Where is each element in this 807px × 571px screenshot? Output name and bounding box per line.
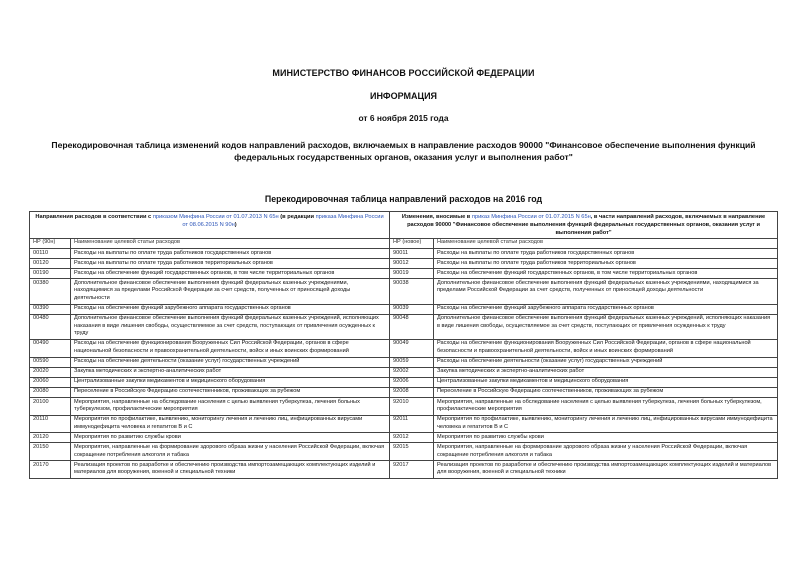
section-header-row xyxy=(30,212,778,239)
old-code-cell: 00380 xyxy=(30,279,71,304)
table-title: Перекодировочная таблица направлений расходов на 2016 год xyxy=(264,194,543,204)
table-row xyxy=(30,415,778,433)
old-code-cell: 00590 xyxy=(30,357,71,367)
new-code-cell: 90038 xyxy=(390,279,434,304)
table-row xyxy=(30,433,778,443)
table-row xyxy=(30,377,778,387)
new-name-cell: Расходы на обеспечение функций государственных органов, в том числе территориальных органов xyxy=(434,269,778,279)
old-name-cell: Расходы на выплаты по оплате труда работников государственных органов xyxy=(71,249,390,259)
old-code-cell: 00190 xyxy=(30,269,71,279)
new-code-cell: 90019 xyxy=(390,269,434,279)
table-row xyxy=(30,249,778,259)
old-code-cell: 00110 xyxy=(30,249,71,259)
new-name-cell: Мероприятия по профилактике, выявлению, мониторингу лечения и лечению лиц, инфицированных вирусами иммунодефицита человека и гепатитов В и С xyxy=(434,415,778,433)
new-code-cell: 92006 xyxy=(390,377,434,387)
order-65n-2015-link[interactable]: приказ Минфина России от 01.07.2015 N 65н xyxy=(471,213,591,220)
new-name-cell: Централизованные закупки медикаментов и медицинского оборудования xyxy=(434,377,778,387)
new-code-cell: 90059 xyxy=(390,357,434,367)
old-code-cell: 00120 xyxy=(30,259,71,269)
old-name-cell: Мероприятия, направленные на обследование населения с целью выявления туберкулеза, лечения больных туберкулезом, профилактические мероприятия xyxy=(71,398,390,416)
column-header-old-code: НР (90н) xyxy=(30,238,71,249)
old-name-cell: Реализация проектов по разработке и обеспечению производства импортозамещающих комплектующих изделий и материалов для вооружения, военной и специальной техники xyxy=(71,461,390,479)
new-name-cell: Мероприятия, направленные на обследование населения с целью выявления туберкулеза, лечения больных туберкулезом, профилактические мероприятия xyxy=(434,398,778,416)
new-name-cell: Дополнительное финансовое обеспечение выполнения функций федеральных казенных учреждениями, находящимися за пределами Российской Федерации за счет средств, полученных от приносящей доходы деятельности xyxy=(434,279,778,304)
new-code-cell: 90011 xyxy=(390,249,434,259)
new-name-cell: Расходы на обеспечение функций зарубежного аппарата государственных органов xyxy=(434,304,778,314)
right-section-prefix: Изменения, вносимые в xyxy=(401,213,472,220)
table-row xyxy=(30,367,778,377)
new-code-cell: 92010 xyxy=(390,398,434,416)
old-name-cell: Централизованные закупки медикаментов и медицинского оборудования xyxy=(71,377,390,387)
new-code-cell: 92017 xyxy=(390,461,434,479)
old-name-cell: Переселение в Российскую Федерацию соотечественников, проживающих за рубежом xyxy=(71,387,390,397)
left-section-prefix: Направления расходов в соответствии с xyxy=(35,213,153,220)
new-name-cell: Дополнительное финансовое обеспечение выполнения функций федеральных казенных учреждений, исполняющих наказания в виде лишения свободы, осуществляемое за счет средств, поступающих от привлечения осужденных к труду xyxy=(434,314,778,339)
old-code-cell: 20150 xyxy=(30,443,71,461)
old-code-cell: 20060 xyxy=(30,377,71,387)
table-row xyxy=(30,279,778,304)
table-row xyxy=(30,398,778,416)
old-code-cell: 20100 xyxy=(30,398,71,416)
old-name-cell: Дополнительное финансовое обеспечение выполнения функций федеральных казенных учреждений, исполняющих наказания в виде лишения свободы, осуществляемое за счет средств, поступающих от привлечения осужденных к труду xyxy=(71,314,390,339)
new-code-cell: 92008 xyxy=(390,387,434,397)
old-name-cell: Мероприятия по развитию службы крови xyxy=(71,433,390,443)
document-type-heading: ИНФОРМАЦИЯ xyxy=(369,91,438,101)
old-code-cell: 20080 xyxy=(30,387,71,397)
table-row xyxy=(30,339,778,357)
new-name-cell: Переселение в Российскую Федерацию соотечественников, проживающих за рубежом xyxy=(434,387,778,397)
recoding-table xyxy=(29,211,778,479)
left-section-middle: (в редакции xyxy=(278,213,316,220)
new-code-cell: 90012 xyxy=(390,259,434,269)
old-name-cell: Расходы на обеспечение деятельности (оказание услуг) государственных учреждений xyxy=(71,357,390,367)
document-subject: Перекодировочная таблица изменений кодов направлений расходов, включаемых в направление расходов 90000 "Финансовое обеспечение выполнения функций федеральных государственных органов, оказания услуг и выполнения работ" xyxy=(51,140,756,162)
new-code-cell: 90049 xyxy=(390,339,434,357)
table-row xyxy=(30,269,778,279)
table-row xyxy=(30,443,778,461)
new-name-cell: Реализация проектов по разработке и обеспечению производства импортозамещающих комплектующих изделий и материалов для вооружения, военной и специальной техники xyxy=(434,461,778,479)
right-section-header xyxy=(390,212,778,239)
organization-heading: МИНИСТЕРСТВО ФИНАНСОВ РОССИЙСКОЙ ФЕДЕРАЦИИ xyxy=(272,68,535,78)
column-header-new-code: НР (новое) xyxy=(390,238,434,249)
old-name-cell: Расходы на выплаты по оплате труда работников территориальных органов xyxy=(71,259,390,269)
old-code-cell: 20120 xyxy=(30,433,71,443)
new-name-cell: Мероприятия, направленные на формирование здорового образа жизни у населения Российской Федерации, включая сокращение потребления алкоголя и табака xyxy=(434,443,778,461)
table-row xyxy=(30,461,778,479)
order-90n-link[interactable]: приказа Минфина России от 08.06.2015 N 90н xyxy=(182,213,384,228)
order-65n-link[interactable]: приказом Минфина России от 01.07.2013 N 65н xyxy=(152,213,279,220)
old-name-cell: Закупка методических и экспертно-аналитических работ xyxy=(71,367,390,377)
new-code-cell: 92015 xyxy=(390,443,434,461)
new-name-cell: Расходы на обеспечение функционирования Вооруженных Сил Российской Федерации, органов в сфере национальной безопасности и правоохранительной деятельности, войск и иных воинских формирований xyxy=(434,339,778,357)
new-name-cell: Расходы на выплаты по оплате труда работников государственных органов xyxy=(434,249,778,259)
column-header-new-name: Наименование целевой статьи расходов xyxy=(434,238,778,249)
left-section-header xyxy=(30,212,390,239)
old-code-cell: 20020 xyxy=(30,367,71,377)
new-code-cell: 92002 xyxy=(390,367,434,377)
document-date: от 6 ноября 2015 года xyxy=(358,113,449,123)
right-section-suffix: , в части направлений расходов, включаемых в направление расходов 90000 "Финансовое обеспечение выполнения функций федеральных государственных органов, оказания услуг и выполнения работ" xyxy=(407,213,766,236)
column-header-row xyxy=(30,238,778,249)
new-code-cell: 90048 xyxy=(390,314,434,339)
new-code-cell: 90039 xyxy=(390,304,434,314)
old-name-cell: Мероприятия, направленные на формирование здорового образа жизни у населения Российской Федерации, включая сокращение потребления алкоголя и табака xyxy=(71,443,390,461)
column-header-old-name: Наименование целевой статьи расходов xyxy=(71,238,390,249)
new-code-cell: 92012 xyxy=(390,433,434,443)
old-name-cell: Дополнительное финансовое обеспечение выполнения функций федеральных казенных учреждениями, находящимися за пределами Российской Федерации за счет средств, полученных от приносящей доходы деятельности xyxy=(71,279,390,304)
new-code-cell: 92011 xyxy=(390,415,434,433)
old-code-cell: 00480 xyxy=(30,314,71,339)
old-code-cell: 20110 xyxy=(30,415,71,433)
table-row xyxy=(30,387,778,397)
new-name-cell: Расходы на выплаты по оплате труда работников территориальных органов xyxy=(434,259,778,269)
old-name-cell: Расходы на обеспечение функций государственных органов, в том числе территориальных органов xyxy=(71,269,390,279)
old-name-cell: Расходы на обеспечение функционирования Вооруженных Сил Российской Федерации, органов в сфере национальной безопасности и правоохранительной деятельности, войск и иных воинских формирований xyxy=(71,339,390,357)
new-name-cell: Расходы на обеспечение деятельности (оказание услуг) государственных учреждений xyxy=(434,357,778,367)
left-section-suffix: ) xyxy=(234,221,237,228)
old-code-cell: 00390 xyxy=(30,304,71,314)
old-name-cell: Расходы на обеспечение функций зарубежного аппарата государственных органов xyxy=(71,304,390,314)
old-name-cell: Мероприятия по профилактике, выявлению, мониторингу лечения и лечению лиц, инфицированных вирусами иммунодефицита человека и гепатитов В и С xyxy=(71,415,390,433)
table-row xyxy=(30,314,778,339)
new-name-cell: Мероприятия по развитию службы крови xyxy=(434,433,778,443)
old-code-cell: 00490 xyxy=(30,339,71,357)
table-row xyxy=(30,259,778,269)
new-name-cell: Закупка методических и экспертно-аналитических работ xyxy=(434,367,778,377)
old-code-cell: 20170 xyxy=(30,461,71,479)
table-row xyxy=(30,304,778,314)
table-row xyxy=(30,357,778,367)
